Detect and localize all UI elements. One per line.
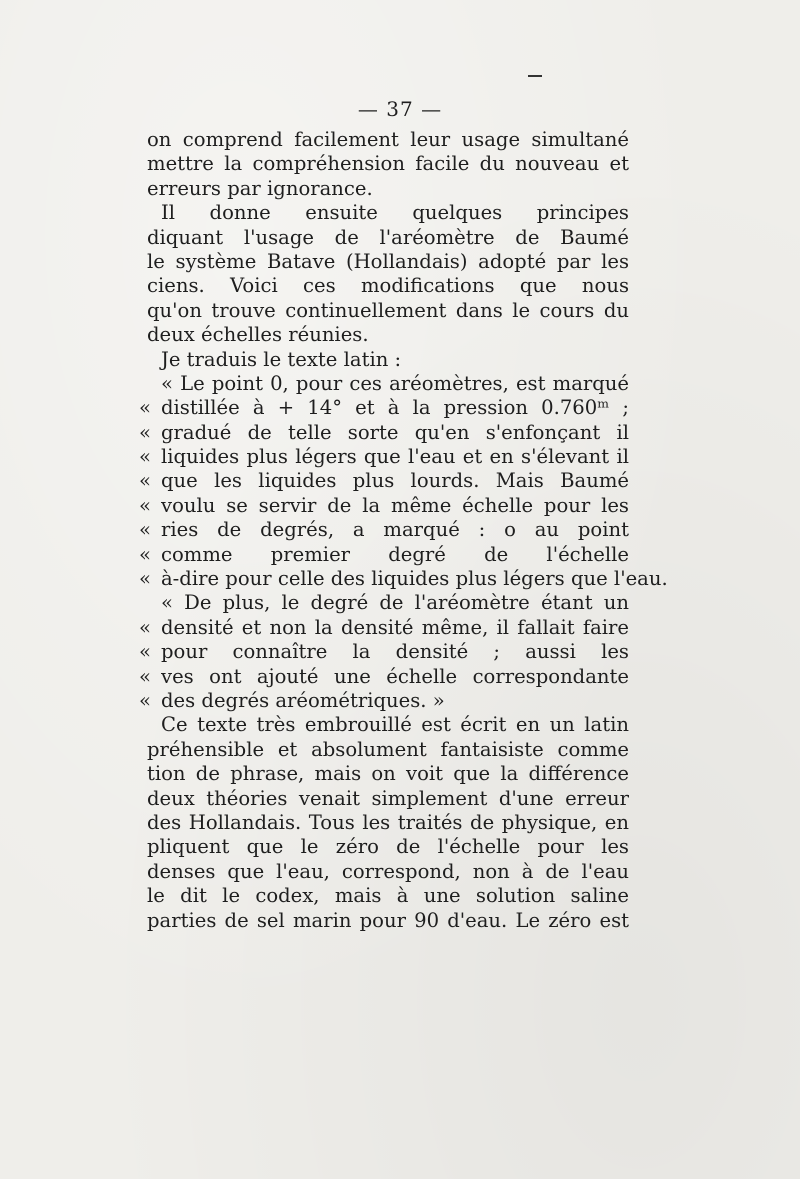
line-text: pour connaître la densité ; aussi les xyxy=(161,640,629,664)
text-line xyxy=(139,615,629,640)
text-line xyxy=(147,811,629,835)
quote-mark: « xyxy=(139,469,151,493)
text-line xyxy=(147,152,629,176)
text-line xyxy=(147,274,629,298)
text-line xyxy=(147,226,629,250)
quote-mark: « xyxy=(139,518,151,542)
line-text: gradué de telle sorte qu'en s'enfonçant il xyxy=(161,420,629,444)
page-speck xyxy=(528,75,542,77)
line-text: Je traduis le texte latin : xyxy=(161,347,402,371)
quote-mark: « xyxy=(139,445,151,469)
text-line xyxy=(139,567,668,591)
line-text: mettre la compréhension facile du nouveau et xyxy=(147,152,629,176)
line-text: pliquent que le zéro de l'échelle pour les xyxy=(147,835,629,859)
text-line xyxy=(147,738,629,762)
line-text: que les liquides plus lourds. Mais Baumé xyxy=(161,469,629,493)
line-text: denses que l'eau, correspond, non à de l'eau xyxy=(147,859,629,883)
text-line xyxy=(147,348,629,372)
line-text: qu'on trouve continuellement dans le cours du xyxy=(147,298,629,322)
quote-mark: « xyxy=(139,542,151,566)
text-line xyxy=(139,493,629,518)
text-line xyxy=(147,835,629,859)
line-text: voulu se servir de la même échelle pour les xyxy=(161,493,629,517)
text-line xyxy=(139,420,629,445)
line-text: distillée à + 14° et à la pression 0.760ᵐ ; xyxy=(161,396,629,420)
line-text: deux théories venait simplement d'une erreur xyxy=(147,786,629,810)
quote-mark: « xyxy=(139,615,151,639)
text-line xyxy=(147,299,629,323)
text-line xyxy=(147,591,629,615)
text-line xyxy=(139,518,629,542)
line-text: on comprend facilement leur usage simultané xyxy=(147,128,629,151)
text-line xyxy=(139,469,629,493)
text-line xyxy=(147,201,629,225)
text-line xyxy=(139,640,629,664)
text-line xyxy=(147,860,629,884)
text-line xyxy=(147,128,629,152)
quote-mark: « xyxy=(139,493,151,517)
page-number: — 37 — xyxy=(357,97,443,121)
line-text: ciens. Voici ces modifications que nous xyxy=(147,274,629,298)
quote-mark: « xyxy=(139,567,151,591)
text-line xyxy=(147,884,629,908)
line-text: Il donne ensuite quelques principes xyxy=(161,201,629,225)
line-text: des Hollandais. Tous les traités de physique, en xyxy=(147,810,629,834)
line-text: diquant l'usage de l'aréomètre de Baumé xyxy=(147,225,629,249)
text-line xyxy=(147,909,629,933)
text-line xyxy=(147,323,629,347)
line-text: parties de sel marin pour 90 d'eau. Le zéro est xyxy=(147,908,629,932)
quote-mark: « xyxy=(139,664,151,688)
text-line xyxy=(147,713,629,737)
text-line xyxy=(147,762,629,786)
line-text: le dit le codex, mais à une solution saline xyxy=(147,884,629,908)
text-line xyxy=(147,177,629,201)
line-text: à-dire pour celle des liquides plus légers que l'eau. xyxy=(161,567,668,591)
line-text: ries de degrés, a marqué : o au point xyxy=(161,518,629,542)
line-text: tion de phrase, mais on voit que la différence xyxy=(147,762,629,786)
quote-mark: « xyxy=(139,420,151,444)
line-text: le système Batave (Hollandais) adopté par les xyxy=(147,249,629,273)
line-text: préhensible et absolument fantaisiste comme xyxy=(147,737,629,761)
line-text: erreurs par ignorance. xyxy=(147,176,373,200)
line-text: densité et non la densité même, il fallait faire xyxy=(161,615,629,639)
line-text: des degrés aréométriques. » xyxy=(161,688,445,712)
line-text: comme premier degré de l'échelle xyxy=(161,542,629,566)
line-text: « De plus, le degré de l'aréomètre étant un xyxy=(161,591,629,615)
quote-mark: « xyxy=(139,396,151,420)
line-text: liquides plus légers que l'eau et en s'élevant il xyxy=(161,445,629,469)
line-text: « Le point 0, pour ces aréomètres, est marqué xyxy=(161,371,629,395)
line-text: Ce texte très embrouillé est écrit en un latin xyxy=(161,713,629,737)
quote-mark: « xyxy=(139,688,151,712)
text-line xyxy=(147,250,629,274)
text-line xyxy=(139,542,629,567)
body-text xyxy=(139,128,668,933)
text-line xyxy=(147,787,629,811)
text-line xyxy=(139,396,629,420)
text-line xyxy=(139,445,629,469)
line-text: deux échelles réunies. xyxy=(147,323,369,347)
quote-mark: « xyxy=(139,640,151,664)
line-text: ves ont ajouté une échelle correspondante xyxy=(161,664,629,688)
text-line xyxy=(139,664,629,689)
text-line xyxy=(147,372,629,396)
text-line xyxy=(139,688,629,713)
